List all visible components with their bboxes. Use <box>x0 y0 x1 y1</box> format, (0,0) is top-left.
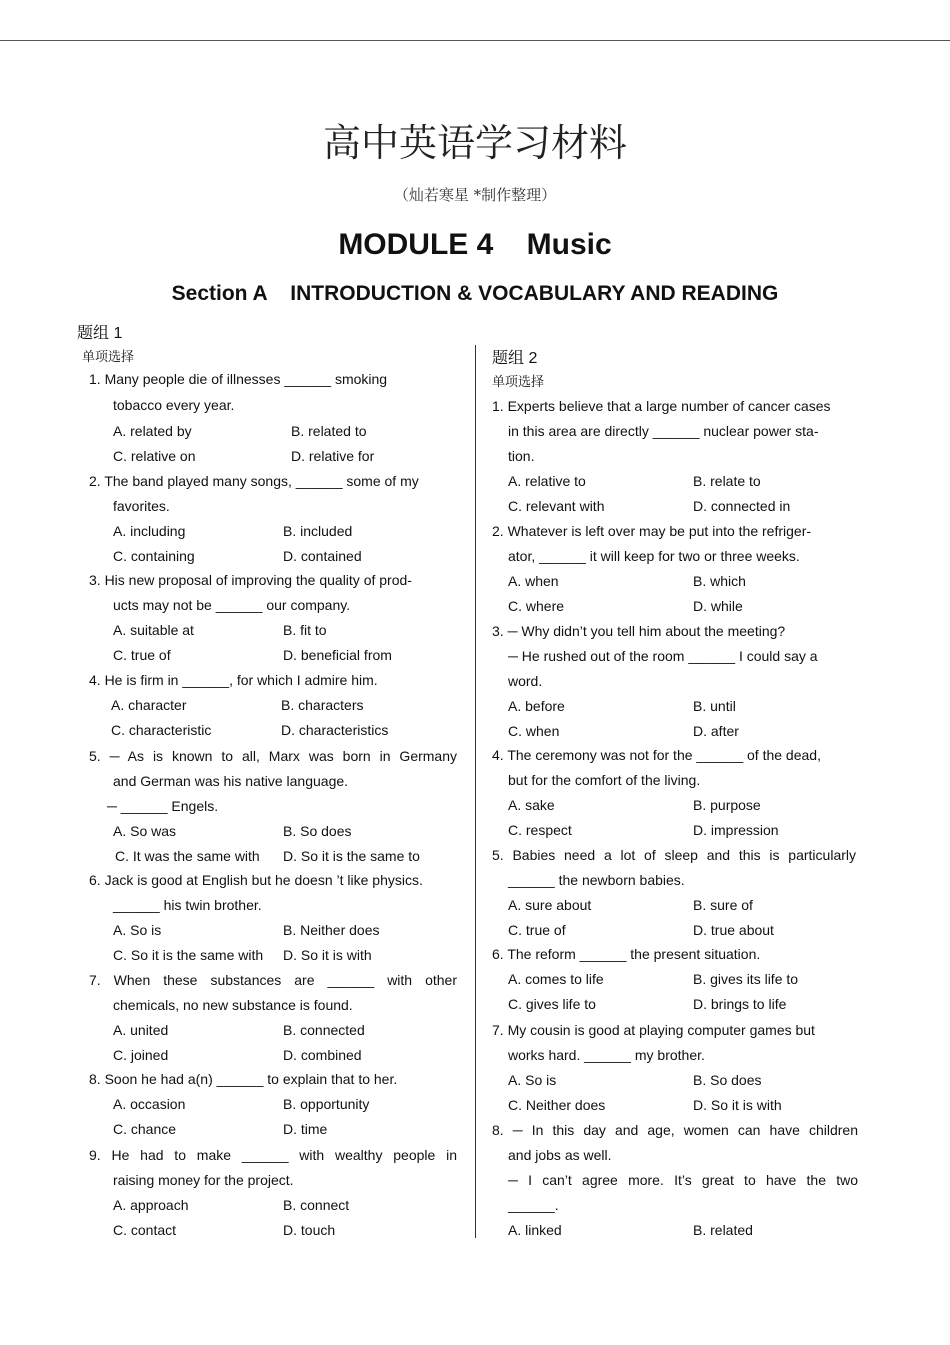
question-text: works hard. ______ my brother. <box>508 1047 705 1063</box>
question-text: 3. ─ Why didn’t you tell him about the meeting? <box>492 623 786 639</box>
option-b: B. fit to <box>283 622 327 638</box>
option-d: D. contained <box>283 548 362 564</box>
question-text: 1. Many people die of illnesses ______ smoking <box>89 371 388 387</box>
question-text: and German was his native language. <box>113 773 349 789</box>
group-2-subtitle: 单项选择 <box>492 374 545 389</box>
question-text: 9. He had to make ______ with wealthy people in <box>89 1147 457 1163</box>
option-b: B. until <box>693 698 736 714</box>
option-d: D. impression <box>693 822 779 838</box>
document-subtitle: （灿若寒星 *制作整理） <box>393 186 557 204</box>
option-b: B. which <box>693 573 746 589</box>
option-a: A. occasion <box>113 1096 186 1112</box>
option-a: A. comes to life <box>508 971 604 987</box>
option-d: D. So it is the same to <box>283 848 420 864</box>
question-text: ─ ______ Engels. <box>107 798 219 814</box>
question-text: ator, ______ it will keep for two or three weeks. <box>508 548 800 564</box>
option-c: C. where <box>508 598 565 614</box>
question-text: 1. Experts believe that a large number of cancer cases <box>492 398 831 414</box>
group-2-title: 题组 2 <box>492 350 538 367</box>
option-b: B. sure of <box>693 897 753 913</box>
option-c: C. contact <box>113 1222 177 1238</box>
option-d: D. true about <box>693 922 774 938</box>
option-a: A. relative to <box>508 473 586 489</box>
option-d: D. time <box>283 1121 328 1137</box>
option-a: A. character <box>111 697 187 713</box>
option-c: C. characteristic <box>111 722 212 738</box>
question-2-7 <box>492 1018 858 1118</box>
option-c: C. chance <box>113 1121 177 1137</box>
option-c: C. joined <box>113 1047 169 1063</box>
question-1-4 <box>89 668 457 743</box>
option-d: D. while <box>693 598 743 614</box>
option-b: B. related to <box>291 423 367 439</box>
group-1-title: 题组 1 <box>77 325 123 342</box>
question-2-2 <box>492 519 858 619</box>
question-text: raising money for the project. <box>113 1172 294 1188</box>
question-text: 8. Soon he had a(n) ______ to explain that to her. <box>89 1071 398 1087</box>
question-1-7 <box>89 968 457 1068</box>
option-b: B. Neither does <box>283 922 380 938</box>
question-text: chemicals, no new substance is found. <box>113 997 353 1013</box>
question-2-6 <box>492 942 858 1017</box>
question-text: 4. The ceremony was not for the ______ of the dead, <box>492 747 821 763</box>
section-title: Section A INTRODUCTION & VOCABULARY AND READING <box>171 282 779 305</box>
question-text: 3. His new proposal of improving the quality of prod- <box>89 572 412 588</box>
option-d: D. characteristics <box>281 722 389 738</box>
question-text: 7. My cousin is good at playing computer games but <box>492 1022 815 1038</box>
question-text: ______ the newborn babies. <box>508 872 685 888</box>
question-1-5 <box>89 744 457 869</box>
option-d: D. So it is with <box>283 947 372 963</box>
question-text: 6. The reform ______ the present situation. <box>492 946 761 962</box>
question-text: tobacco every year. <box>113 397 235 413</box>
option-d: D. touch <box>283 1222 336 1238</box>
option-c: C. gives life to <box>508 996 596 1012</box>
option-c: C. Neither does <box>508 1097 606 1113</box>
option-a: A. sure about <box>508 897 592 913</box>
option-b: B. connect <box>283 1197 350 1213</box>
option-d: D. connected in <box>693 498 791 514</box>
option-d: D. after <box>693 723 739 739</box>
option-a: A. sake <box>508 797 555 813</box>
question-text: and jobs as well. <box>508 1147 612 1163</box>
option-b: B. included <box>283 523 353 539</box>
question-1-9 <box>89 1143 457 1243</box>
option-b: B. So does <box>283 823 352 839</box>
question-text: 4. He is firm in ______, for which I admire him. <box>89 672 378 688</box>
group-1-subtitle: 单项选择 <box>82 349 135 364</box>
question-text: ─ He rushed out of the room ______ I could say a <box>508 648 818 664</box>
document-title: 高中英语学习材料 <box>322 121 627 165</box>
option-b: B. gives its life to <box>693 971 799 987</box>
question-text: 6. Jack is good at English but he doesn ’t like physics. <box>89 872 423 888</box>
question-text: 8. ─ In this day and age, women can have children <box>492 1122 858 1138</box>
option-a: A. So is <box>508 1072 557 1088</box>
option-b: B. characters <box>281 697 364 713</box>
question-1-2 <box>89 469 457 569</box>
option-c: C. true of <box>508 922 566 938</box>
option-c: C. relevant with <box>508 498 605 514</box>
question-2-5 <box>492 843 856 943</box>
option-a: A. including <box>113 523 186 539</box>
option-c: C. relative on <box>113 448 196 464</box>
module-title: MODULE 4 Music <box>338 228 612 261</box>
option-c: C. So it is the same with <box>113 947 264 963</box>
question-1-8 <box>89 1067 457 1142</box>
question-text: 5. Babies need a lot of sleep and this is particularly <box>492 847 856 863</box>
question-text: 2. Whatever is left over may be put into the refriger- <box>492 523 812 539</box>
option-d: D. relative for <box>291 448 375 464</box>
question-2-4 <box>492 743 858 843</box>
option-c: C. when <box>508 723 560 739</box>
question-2-3 <box>492 619 858 744</box>
question-text: ucts may not be ______ our company. <box>113 597 351 613</box>
question-text: tion. <box>508 448 535 464</box>
question-text: but for the comfort of the living. <box>508 772 701 788</box>
option-a: A. So was <box>113 823 177 839</box>
option-d: D. beneficial from <box>283 647 392 663</box>
option-c: C. true of <box>113 647 171 663</box>
option-a: A. related by <box>113 423 192 439</box>
question-2-8 <box>492 1118 858 1243</box>
option-c: C. respect <box>508 822 572 838</box>
option-a: A. linked <box>508 1222 562 1238</box>
option-a: A. when <box>508 573 559 589</box>
question-text: 2. The band played many songs, ______ some of my <box>89 473 419 489</box>
option-a: A. united <box>113 1022 169 1038</box>
column-divider <box>475 345 476 1238</box>
option-d: D. combined <box>283 1047 362 1063</box>
question-text: ─ I can’t agree more. It’s great to have the two <box>508 1172 858 1188</box>
option-d: D. brings to life <box>693 996 787 1012</box>
option-b: B. connected <box>283 1022 365 1038</box>
question-text: in this area are directly ______ nuclear power sta- <box>508 423 819 439</box>
question-text: word. <box>508 673 543 689</box>
question-1-1 <box>89 367 457 469</box>
option-a: A. before <box>508 698 565 714</box>
option-b: B. opportunity <box>283 1096 370 1112</box>
option-d: D. So it is with <box>693 1097 782 1113</box>
option-b: B. So does <box>693 1072 762 1088</box>
question-text: ______ his twin brother. <box>113 897 262 913</box>
option-a: A. suitable at <box>113 622 194 638</box>
question-text: favorites. <box>113 498 170 514</box>
option-b: B. relate to <box>693 473 761 489</box>
option-a: A. approach <box>113 1197 189 1213</box>
question-2-1 <box>492 394 858 519</box>
option-c: C. It was the same with <box>115 848 260 864</box>
question-text: 7. When these substances are ______ with other <box>89 972 457 988</box>
question-text: 5. ─ As is known to all, Marx was born in Germany <box>89 748 457 764</box>
question-1-3 <box>89 568 457 668</box>
option-a: A. So is <box>113 922 162 938</box>
option-c: C. containing <box>113 548 195 564</box>
option-b: B. related <box>693 1222 753 1238</box>
question-1-6 <box>89 868 457 968</box>
question-text: ______. <box>508 1197 559 1213</box>
top-rule <box>0 40 950 41</box>
option-b: B. purpose <box>693 797 761 813</box>
